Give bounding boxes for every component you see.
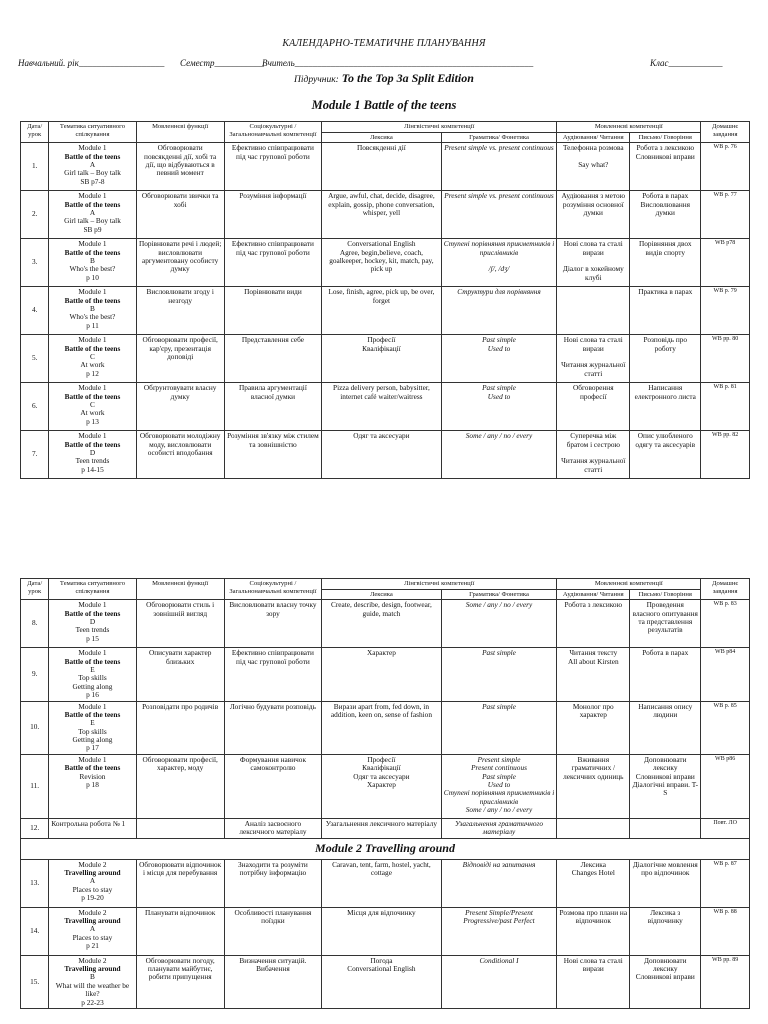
listening-reading: Обговорення професії: [557, 383, 630, 431]
topic-line: E: [90, 718, 95, 728]
col-homework: Домашнє завдання: [701, 122, 750, 143]
topic-line: D: [89, 447, 96, 457]
grammar: Some / any / no / every: [441, 431, 557, 479]
col-speech-functions: Мовленнєві функції: [136, 579, 224, 600]
listening-reading: Лексика Changes Hotel: [557, 859, 630, 907]
col-sociocultural: Соціокультурні / Загальнонавчальні компетенції: [224, 122, 321, 143]
listening-reading: Вживання граматичних / лексичних одиниць: [557, 754, 630, 818]
listening-reading: [557, 287, 630, 335]
topic-line: Module 2: [78, 859, 107, 869]
homework: WB pp. 80: [701, 335, 750, 383]
lexis: Lose, finish, agree, pick up, be over, forget: [322, 287, 442, 335]
topic-line: Module 1: [78, 287, 107, 297]
grammar: Past simple Used to: [441, 335, 557, 383]
topic-line: Travelling around: [64, 916, 121, 926]
homework: WB p86: [701, 754, 750, 818]
topic-line: Getting along: [72, 735, 113, 745]
listening-reading: Нові слова та сталі вирази Читання журнальної статті: [557, 335, 630, 383]
topic-line: Battle of the teens: [64, 763, 121, 773]
topic-line: Top skills: [78, 726, 107, 736]
sociocultural-competence: Порівнювати види: [224, 287, 321, 335]
topic-line: B: [90, 303, 95, 313]
homework: Повт. ЛО: [701, 818, 750, 838]
writing-speaking: Опис улюбленого одягу та аксесуарів: [630, 431, 701, 479]
listening-reading: Аудіювання з метою розуміння основної думки: [557, 191, 630, 239]
lesson-plan-table-1: [20, 121, 750, 479]
lesson-number: 13.: [21, 859, 49, 907]
lexis: Вирази apart from, fed down, in addition, keen on, sense of fashion: [322, 701, 442, 754]
homework: WB p. 76: [701, 143, 750, 191]
topic-line: Module 1: [78, 648, 107, 658]
lesson-number: 3.: [21, 239, 49, 287]
topic-line: p 11: [86, 320, 99, 330]
module1-title: Module 1 Battle of the teens: [311, 98, 457, 112]
homework: WB pp. 82: [701, 431, 750, 479]
speech-functions: Обговорювати професії, кар'єру, презентація доповіді: [136, 335, 224, 383]
lesson-topic: [49, 955, 136, 1008]
topic-line: B: [90, 255, 95, 265]
lexis: Характер: [322, 648, 442, 701]
lesson-row: [21, 239, 750, 287]
listening-reading: Монолог про характер: [557, 701, 630, 754]
topic-line: Battle of the teens: [64, 709, 121, 719]
lesson-number: 2.: [21, 191, 49, 239]
grammar: Ступені порівняння прикметників і прислівників /ʃ/, /dʒ/: [441, 239, 557, 287]
col-speech-functions: Мовленнєві функції: [136, 122, 224, 143]
lesson-row: [21, 431, 750, 479]
speech-functions: Обговорювати повсякденні дії, хобі та дії, що відбуваються в певний момент: [136, 143, 224, 191]
writing-speaking: Написання електронного листа: [630, 383, 701, 431]
homework: WB p84: [701, 648, 750, 701]
col-grammar: Граматика/ Фонетика: [441, 589, 557, 600]
col-linguistic: Лінгвістичні компетенції: [322, 579, 557, 590]
lesson-topic: [49, 818, 136, 838]
lesson-number: 11.: [21, 754, 49, 818]
topic-line: Battle of the teens: [64, 295, 121, 305]
col-homework: Домашнє завдання: [701, 579, 750, 600]
lesson-topic: [49, 335, 136, 383]
lesson-topic: [49, 239, 136, 287]
col-writing: Письмо/ Говоріння: [630, 132, 701, 143]
grammar: Past simple: [441, 648, 557, 701]
topic-line: p 22-23: [81, 997, 104, 1007]
lesson-row: [21, 143, 750, 191]
col-topic: Тематика ситуативного спілкування: [49, 579, 136, 600]
sociocultural-competence: Розуміння зв'язку між стилем та зовнішністю: [224, 431, 321, 479]
topic-line: A: [89, 876, 96, 886]
lesson-number: 9.: [21, 648, 49, 701]
col-speech-competences: Мовленнєві компетенції: [557, 122, 701, 133]
lesson-row: [21, 955, 750, 1008]
writing-speaking: Практика в парах: [630, 287, 701, 335]
speech-functions: Порівнювати речі і людей; висловлювати аргументовану особисту думку: [136, 239, 224, 287]
writing-speaking: Написання опису людини: [630, 701, 701, 754]
topic-line: Module 2: [78, 907, 107, 917]
topic-line: Module 1: [78, 701, 107, 711]
topic-line: Girl talk – Boy talk: [64, 168, 121, 178]
lexis: Caravan, tent, farm, hostel, yacht, cottage: [322, 859, 442, 907]
topic-line: D: [89, 616, 96, 626]
homework: WB p. 81: [701, 383, 750, 431]
lexis: Create, describe, design, footwear, guide, match: [322, 600, 442, 648]
topic-line: Places to stay: [72, 884, 113, 894]
speech-functions: Висловлювати згоду і незгоду: [136, 287, 224, 335]
lesson-topic: [49, 648, 136, 701]
col-topic: Тематика ситуативного спілкування: [49, 122, 136, 143]
speech-functions: Обговорювати професії, характер, моду: [136, 754, 224, 818]
lesson-number: 5.: [21, 335, 49, 383]
lesson-row: [21, 818, 750, 838]
topic-line: SB p9: [83, 224, 102, 234]
lesson-number: 15.: [21, 955, 49, 1008]
sociocultural-competence: Знаходити та розуміти потрібну інформацію: [224, 859, 321, 907]
speech-functions: Обговорювати молодіжну моду, висловлювати особисті вподобання: [136, 431, 224, 479]
topic-line: Battle of the teens: [64, 656, 121, 666]
speech-functions: Планувати відпочинок: [136, 907, 224, 955]
topic-line: At work: [80, 360, 105, 370]
listening-reading: Робота з лексикою: [557, 600, 630, 648]
textbook-label: Підручник:: [294, 75, 339, 85]
topic-line: Places to stay: [72, 932, 113, 942]
lesson-number: 1.: [21, 143, 49, 191]
topic-line: Travelling around: [64, 868, 121, 878]
listening-reading: Нові слова та сталі вирази: [557, 955, 630, 1008]
grammar: Present simple Present continuous Past simple Used to Ступені порівняння прикметників і прислівників Some / any / no / every: [441, 754, 557, 818]
grammar: Present simple vs. present continuous: [441, 143, 557, 191]
speech-functions: Обґрунтовувати власну думку: [136, 383, 224, 431]
writing-speaking: Проведення власного опитування та представлення результатів: [630, 600, 701, 648]
grammar: Past simple Used to: [441, 383, 557, 431]
sociocultural-competence: Представлення себе: [224, 335, 321, 383]
col-grammar: Граматика/ Фонетика: [441, 132, 557, 143]
lesson-topic: [49, 600, 136, 648]
speech-functions: Обговорювати звички та хобі: [136, 191, 224, 239]
writing-speaking: Робота з лексикою Словникові вправи: [630, 143, 701, 191]
grammar: Present simple vs. present continuous: [441, 191, 557, 239]
lesson-row: [21, 907, 750, 955]
grammar: Структури для порівняння: [441, 287, 557, 335]
module2-title-row: [21, 838, 750, 859]
topic-line: Teen trends: [75, 456, 110, 466]
topic-line: What will the weather be like?: [55, 980, 130, 999]
lexis: Pizza delivery person, babysitter, internet café waiter/waitress: [322, 383, 442, 431]
homework: WB p. 83: [701, 600, 750, 648]
lesson-number: 6.: [21, 383, 49, 431]
topic-line: p 21: [86, 941, 99, 951]
lesson-topic: [49, 754, 136, 818]
writing-speaking: Доповнювати лексику Словникові вправи Діалогічні вправи. T-S: [630, 754, 701, 818]
lesson-row: [21, 701, 750, 754]
speech-functions: Розповідати про родичів: [136, 701, 224, 754]
homework: WB p. 85: [701, 701, 750, 754]
document-title: КАЛЕНДАРНО-ТЕМАТИЧНЕ ПЛАНУВАННЯ: [282, 38, 486, 49]
grammar: Відповіді на запитання: [441, 859, 557, 907]
sociocultural-competence: Ефективно співпрацювати під час групової роботи: [224, 648, 321, 701]
col-date: Дата/ урок: [21, 122, 49, 143]
table-header-row: [21, 579, 750, 590]
col-sociocultural: Соціокультурні / Загальнонавчальні компетенції: [224, 579, 321, 600]
topic-line: Module 1: [78, 335, 107, 345]
lesson-topic: [49, 143, 136, 191]
writing-speaking: Розповідь про роботу: [630, 335, 701, 383]
teacher-field: Вчитель_____________________________________________________: [262, 58, 534, 68]
homework: WB p78: [701, 239, 750, 287]
lesson-row: [21, 383, 750, 431]
topic-line: Контрольна робота № 1: [51, 818, 126, 828]
topic-line: p 16: [86, 690, 99, 700]
lesson-row: [21, 191, 750, 239]
grammar: Conditional I: [441, 955, 557, 1008]
speech-functions: Описувати характер близьких: [136, 648, 224, 701]
lesson-topic: [49, 287, 136, 335]
homework: WB p. 77: [701, 191, 750, 239]
sociocultural-competence: Висловлювати власну точку зору: [224, 600, 321, 648]
textbook-title: To the Top 3a Split Edition: [341, 71, 474, 85]
topic-line: Module 2: [78, 955, 107, 965]
listening-reading: Розмова про плани на відпочинок: [557, 907, 630, 955]
topic-line: p 12: [86, 368, 99, 378]
topic-line: A: [89, 159, 96, 169]
topic-line: Top skills: [78, 673, 107, 683]
lexis: Погода Conversational English: [322, 955, 442, 1008]
col-lexis: Лексика: [322, 589, 442, 600]
topic-line: A: [89, 924, 96, 934]
topic-line: At work: [80, 408, 105, 418]
listening-reading: Телефонна розмова Say what?: [557, 143, 630, 191]
lesson-number: 8.: [21, 600, 49, 648]
topic-line: Module 1: [78, 383, 107, 393]
sociocultural-competence: Логічно будувати розповідь: [224, 701, 321, 754]
lesson-topic: [49, 907, 136, 955]
topic-line: Getting along: [72, 681, 113, 691]
lesson-topic: [49, 191, 136, 239]
sociocultural-competence: Розуміння інформації: [224, 191, 321, 239]
sociocultural-competence: Особливості планування поїздки: [224, 907, 321, 955]
lesson-topic: [49, 383, 136, 431]
col-listening: Аудіювання/ Читання: [557, 132, 630, 143]
sociocultural-competence: Формування навичок самоконтролю: [224, 754, 321, 818]
lesson-row: [21, 648, 750, 701]
topic-line: Battle of the teens: [64, 199, 121, 209]
sociocultural-competence: Аналіз засвоєного лексичного матеріалу: [224, 818, 321, 838]
table-header-row: [21, 122, 750, 133]
listening-reading: [557, 818, 630, 838]
listening-reading: Читання тексту All about Kirsten: [557, 648, 630, 701]
col-linguistic: Лінгвістичні компетенції: [322, 122, 557, 133]
col-speech-competences: Мовленнєві компетенції: [557, 579, 701, 590]
topic-line: Module 1: [78, 191, 107, 201]
col-date: Дата/ урок: [21, 579, 49, 600]
homework: WB pp. 89: [701, 955, 750, 1008]
topic-line: p 18: [86, 780, 99, 790]
topic-line: Battle of the teens: [64, 391, 121, 401]
topic-line: Battle of the teens: [64, 608, 121, 618]
grammar: Some / any / no / every: [441, 600, 557, 648]
topic-line: Travelling around: [64, 964, 121, 974]
lesson-row: [21, 600, 750, 648]
lesson-number: 10.: [21, 701, 49, 754]
class-field: Клас____________: [650, 58, 723, 68]
lesson-row: [21, 287, 750, 335]
grammar: Present Simple/Present Progressive/past Perfect: [441, 907, 557, 955]
topic-line: p 19-20: [81, 893, 104, 903]
lesson-topic: [49, 859, 136, 907]
writing-speaking: Порівняння двох видів спорту: [630, 239, 701, 287]
topic-line: Battle of the teens: [64, 439, 121, 449]
grammar: Узагальнення граматичного матеріалу: [441, 818, 557, 838]
topic-line: Battle of the teens: [64, 151, 121, 161]
topic-line: Girl talk – Boy talk: [64, 216, 121, 226]
lexis: Argue, awful, chat, decide, disagree, explain, gossip, phone conversation, whisper, yell: [322, 191, 442, 239]
lesson-number: 4.: [21, 287, 49, 335]
speech-functions: Обговорювати відпочинок і місця для перебування: [136, 859, 224, 907]
speech-functions: Обговорювати погоду, планувати майбутнє, робити припущення: [136, 955, 224, 1008]
lexis: Одяг та аксесуари: [322, 431, 442, 479]
lesson-topic: [49, 431, 136, 479]
topic-line: B: [90, 972, 95, 982]
writing-speaking: Доповнювати лексику Словникові вправи: [630, 955, 701, 1008]
topic-line: p 13: [86, 416, 99, 426]
semester-field: Семестр___________: [180, 58, 264, 68]
lexis: Повсякденні дії: [322, 143, 442, 191]
topic-line: C: [90, 351, 95, 361]
year-field: Навчальний. рік___________________: [18, 58, 165, 68]
sociocultural-competence: Правила аргументації власної думки: [224, 383, 321, 431]
topic-line: p 10: [86, 272, 99, 282]
topic-line: p 17: [86, 743, 99, 753]
lesson-number: 12.: [21, 818, 49, 838]
lexis: Узагальнення лексичного матеріалу: [322, 818, 442, 838]
topic-line: C: [90, 399, 95, 409]
topic-line: Teen trends: [75, 625, 110, 635]
speech-functions: [136, 818, 224, 838]
homework: WB p. 79: [701, 287, 750, 335]
lesson-number: 14.: [21, 907, 49, 955]
listening-reading: Суперечка між братом і сестрою Читання журнальної статті: [557, 431, 630, 479]
col-lexis: Лексика: [322, 132, 442, 143]
lexis: Conversational English Agree, begin,believe, coach, goalkeeper, hockey, kit, match, pay, pick up: [322, 239, 442, 287]
col-writing: Письмо/ Говоріння: [630, 589, 701, 600]
topic-line: Module 1: [78, 143, 107, 153]
topic-line: Battle of the teens: [64, 343, 121, 353]
topic-line: p 15: [86, 633, 99, 643]
writing-speaking: [630, 818, 701, 838]
lesson-row: [21, 754, 750, 818]
lesson-row: [21, 859, 750, 907]
topic-line: E: [90, 664, 95, 674]
lesson-topic: [49, 701, 136, 754]
grammar: Past simple: [441, 701, 557, 754]
topic-line: Revision: [79, 771, 106, 781]
listening-reading: Нові слова та сталі вирази Діалог в хокейному клубі: [557, 239, 630, 287]
topic-line: Battle of the teens: [64, 247, 121, 257]
topic-line: Module 1: [78, 600, 107, 610]
lesson-plan-table-2: [20, 578, 750, 1009]
lexis: Професії Кваліфікації Одяг та аксесуари Характер: [322, 754, 442, 818]
homework: WB p. 88: [701, 907, 750, 955]
col-listening: Аудіювання/ Читання: [557, 589, 630, 600]
writing-speaking: Лексика з відпочинку: [630, 907, 701, 955]
writing-speaking: Діалогічне мовлення про відпочинок: [630, 859, 701, 907]
speech-functions: Обговорювати стиль і зовнішній вигляд: [136, 600, 224, 648]
topic-line: p 14-15: [81, 464, 104, 474]
topic-line: Module 1: [78, 239, 107, 249]
lexis: Професії Кваліфікації: [322, 335, 442, 383]
topic-line: Who's the best?: [69, 264, 116, 274]
sociocultural-competence: Ефективно співпрацювати під час групової роботи: [224, 239, 321, 287]
lesson-row: [21, 335, 750, 383]
lesson-number: 7.: [21, 431, 49, 479]
writing-speaking: Робота в парах: [630, 648, 701, 701]
module2-title: Module 2 Travelling around: [21, 838, 750, 859]
writing-speaking: Робота в парах Висловлювання думки: [630, 191, 701, 239]
topic-line: Who's the best?: [69, 312, 116, 322]
textbook-line: [0, 71, 768, 86]
topic-line: Module 1: [78, 754, 107, 764]
topic-line: Module 1: [78, 431, 107, 441]
topic-line: SB p7-8: [80, 176, 105, 186]
homework: WB p. 87: [701, 859, 750, 907]
sociocultural-competence: Визначення ситуацій. Вибачення: [224, 955, 321, 1008]
sociocultural-competence: Ефективно співпрацювати під час групової роботи: [224, 143, 321, 191]
lexis: Місця для відпочинку: [322, 907, 442, 955]
topic-line: A: [89, 207, 96, 217]
